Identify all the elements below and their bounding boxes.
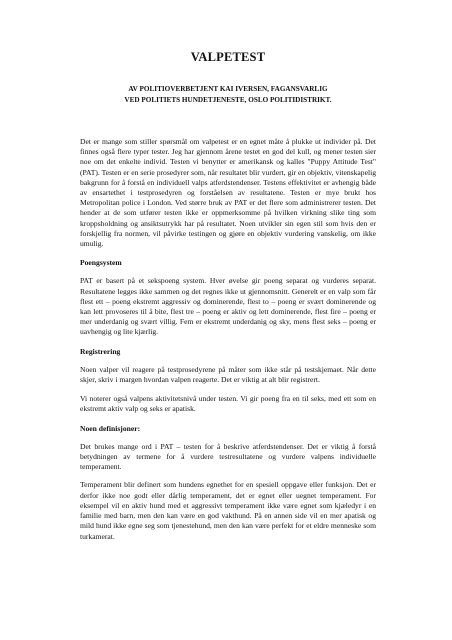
section-definisjoner <box>80 424 376 542</box>
document-page <box>80 0 376 640</box>
subtitle-line-2: VED POLITIETS HUNDETJENESTE, OSLO POLITIDISTRIKT. <box>124 96 332 104</box>
document-body <box>80 137 376 551</box>
section-heading-poengsystem: Poengsystem <box>80 258 122 268</box>
registrering-paragraph-2: Vi noterer også valpens aktivitetsnivå under testen. Vi gir poeng fra en til seks, med ett som en ekstremt aktiv valp og seks er apatisk. <box>80 394 376 414</box>
poengsystem-paragraph: PAT er basert på et sekspoeng system. Hver øvelse gir poeng separat og vurderes separat. Resultatene legges ikke sammen og det regnes ikke ut gjennomsnitt. Generelt er en valp som får flest ett – poeng ekstremt aggressiv og dominerende, flest to – poeng er svært dominerende og kan lett provoseres til å bite, flest tre – poeng er aktiv og lett dominerende, flest fire – poeng er mer underdanig og svært villig. Fem er ekstremt underdanig og sky, mens flest seks – poeng er uavhengig og lite kjærlig. <box>80 276 376 337</box>
intro-paragraph: Det er mange som stiller spørsmål om valpetest er en egnet måte å plukke ut individer på. Det finnes også flere typer tester. Jeg har gjennom årene testet en god del kull, og mener testen sier noe om det enkelte individ. Testen vi benytter er amerikansk og kalles "Puppy Attitude Test" (PAT). Testen er en serie prosedyrer som, når resultatet blir vurdert, gir en objektiv, vitenskapelig bakgrunn for å forstå en individuell valps atferdstendenser. Testens effektivitet er avhengig både av ensartethet i testprosedyren og forståelsen av resultatene. Testen er mye brukt hos Metropolitan police i London. Ved større bruk av PAT er det flere som administrerer testen. Det hender at de som utfører testen ikke er oppmerksomme på hvilken virkning slike ting som kroppsholdning og ansiktsutrykk har på resultatet. Noen utvikler sin egen stil som hvis den er forskjellig fra normen, vil påvirke testingen og gjøre en objektiv vurdering vanskelig, om ikke umulig. <box>80 137 376 249</box>
section-heading-registrering: Registrering <box>80 346 121 356</box>
definisjoner-paragraph-2: Temperament blir definert som hundens egnethet for en spesiell oppgave eller funksjon. Det er derfor ikke noe godt eller dårlig temperament, det er egnet eller uegnet temperament. For eksempel vil en aktiv hund med et aggressivt temperament ikke være egnet som kjæledyr i en familie med barn, men den kan være en god vakthund. På en annen side vil en mer apatisk og mild hund ikke egne seg som tjenestehund, men den kan være perfekt for et eldre menneske som turkamerat. <box>80 480 376 541</box>
section-heading-definisjoner: Noen definisjoner: <box>80 423 141 433</box>
subtitle-line-1: AV POLITIOVERBETJENT KAI IVERSEN, FAGANSVARLIG <box>128 85 328 93</box>
document-title: VALPETEST <box>190 50 266 64</box>
definisjoner-paragraph-1: Det brukes mange ord i PAT – testen for å beskrive atferdstendenser. Det er viktig å forstå betydningen av termene for å vurdere testresultatene og vurdere valpens individuelle temperament. <box>80 441 376 472</box>
document-subtitle <box>80 84 376 106</box>
registrering-paragraph-1: Noen valper vil reagere på testprosedyrene på måter som ikke står på testskjemaet. Når dette skjer, skriv i margen hvordan valpen reagerte. Det er viktig at alt blir registrert. <box>80 364 376 385</box>
